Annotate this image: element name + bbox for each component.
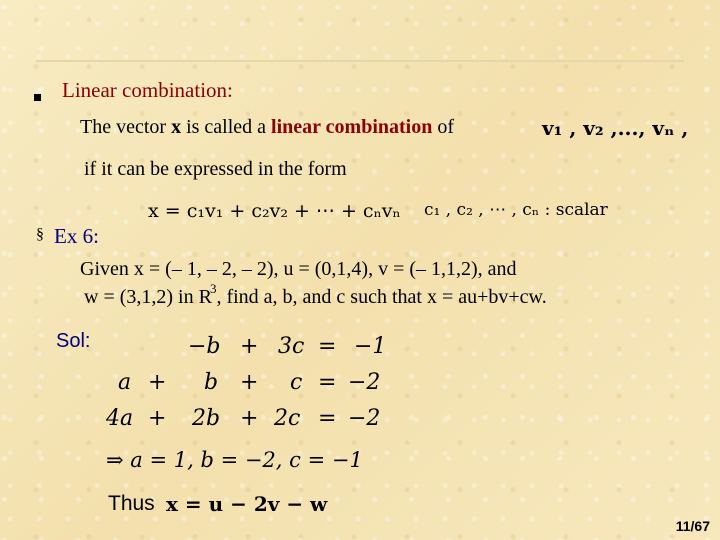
equation-row-3 — [104, 406, 394, 442]
superscript-3: 3 — [209, 281, 217, 296]
eq1-op2: + — [240, 334, 259, 359]
eq1-b: −b — [188, 334, 221, 359]
definition-text-start: The vector — [80, 116, 172, 138]
equation-row-2 — [104, 370, 394, 406]
definition-line-2: if it can be expressed in the form — [84, 158, 347, 180]
equation-row-1 — [104, 334, 394, 370]
linear-combination-term: linear combination — [271, 116, 433, 138]
definition-text-end: of — [432, 116, 455, 138]
eq2-op1: + — [148, 370, 167, 395]
eq3-op2: + — [240, 406, 259, 431]
eq3-c: 2c — [274, 406, 301, 431]
example-line-2 — [84, 281, 547, 309]
eq2-eq: = — [318, 370, 337, 395]
eq2-op2: + — [240, 370, 259, 395]
eq3-op1: + — [148, 406, 167, 431]
eq2-a: a — [118, 370, 132, 395]
eq2-c: c — [290, 370, 303, 395]
thus-label: Thus — [108, 492, 155, 515]
thus-expression: x = u − 2v − w — [166, 492, 328, 516]
bullet-square — [34, 94, 41, 101]
solution-label: Sol: — [56, 330, 91, 352]
eq3-b: 2b — [192, 406, 221, 431]
example-bullet: § — [36, 226, 44, 243]
example-label: Ex 6: — [54, 224, 99, 248]
solution-result: ⇒ a = 1, b = −2, c = −1 — [106, 448, 363, 472]
title-rule — [36, 60, 684, 62]
eq1-eq: = — [318, 334, 337, 359]
vector-list: v₁ , v₂ ,..., vₙ , — [542, 116, 689, 140]
example-line-2-start: w = (3,1,2) in R — [84, 286, 212, 308]
example-line-1: Given x = (– 1, – 2, – 2), u = (0,1,4), v = (– 1,1,2), and — [80, 258, 517, 280]
eq1-rhs: −1 — [354, 334, 387, 359]
linear-combination-formula: x = c₁v₁ + c₂v₂ + ⋯ + cₙvₙ — [148, 200, 401, 222]
eq2-b: b — [204, 370, 219, 395]
eq3-eq: = — [318, 406, 337, 431]
eq3-a: 4a — [106, 406, 134, 431]
equation-system — [104, 334, 394, 442]
eq2-rhs: −2 — [348, 370, 381, 395]
example-line-2-end: , find a, b, and c such that x = au+bv+cw. — [216, 286, 547, 308]
vector-x: x — [171, 116, 182, 138]
section-heading: Linear combination: — [62, 78, 233, 102]
page-number: 11/67 — [675, 518, 710, 534]
eq1-c: 3c — [278, 334, 305, 359]
definition-line-1 — [80, 116, 454, 139]
definition-text-mid: is called a — [181, 116, 272, 138]
scalar-definition: c₁ , c₂ , ⋯ , cₙ : scalar — [424, 200, 608, 220]
eq3-rhs: −2 — [348, 406, 381, 431]
